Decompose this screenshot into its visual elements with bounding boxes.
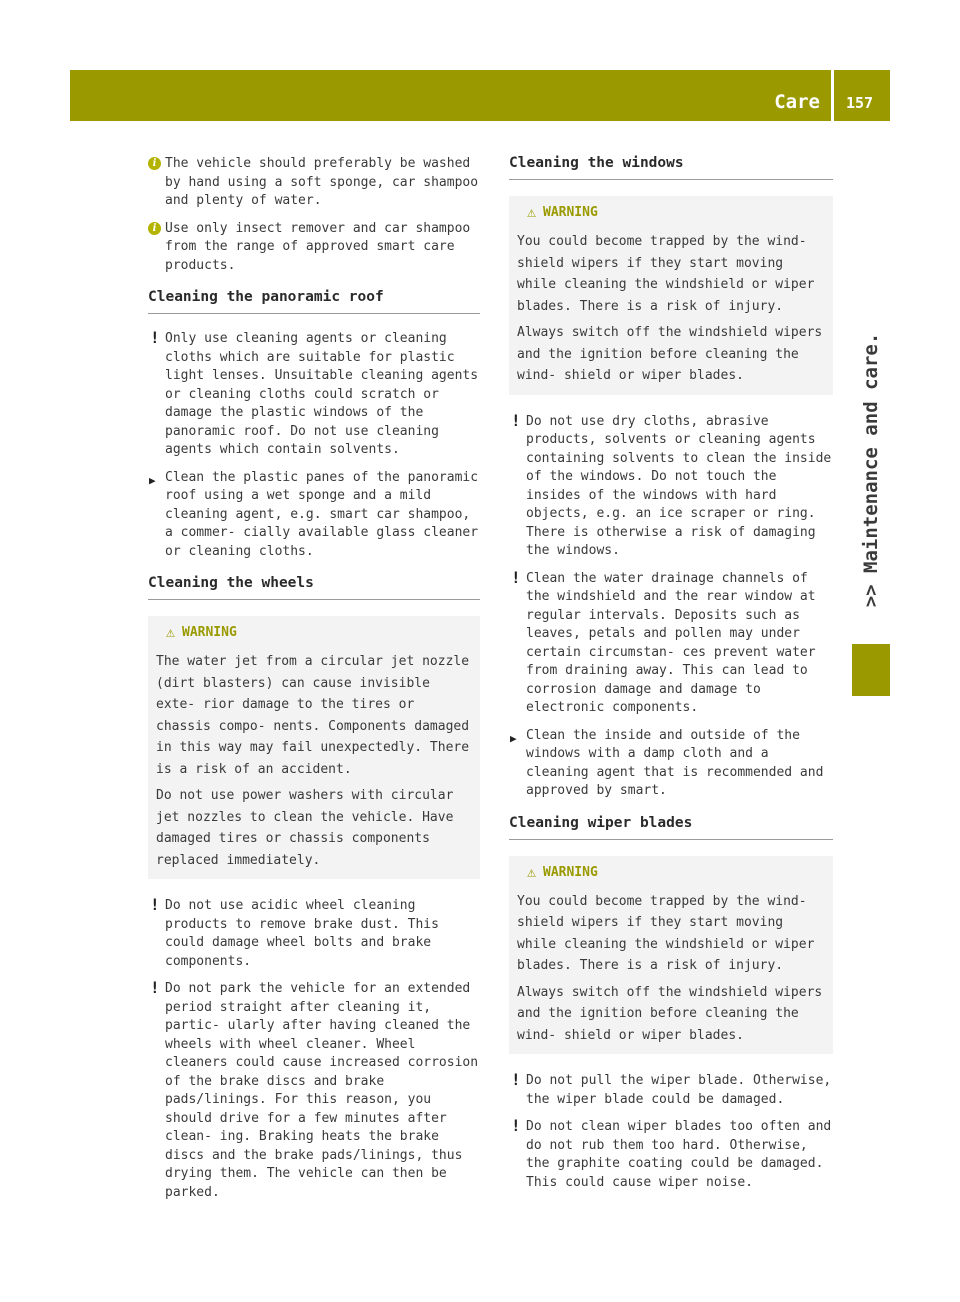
- info-note-text: The vehicle should preferably be washed by hand using a soft sponge, car shampoo and plenty of water.: [165, 156, 479, 208]
- warning-box: [148, 616, 480, 879]
- left-column: [148, 155, 480, 1211]
- warning-label: WARNING: [543, 205, 598, 220]
- exclamation-icon: !: [511, 567, 521, 587]
- caution-note: [509, 410, 833, 561]
- caution-note-text: Do not pull the wiper blade. Otherwise, the wiper blade could be damaged.: [526, 1073, 832, 1107]
- warning-text: Always switch off the windshield wipers and the ignition before cleaning the wind- shield or wiper blades.: [517, 325, 823, 383]
- section-title-panoramic-roof: Cleaning the panoramic roof: [148, 289, 480, 314]
- warning-text: You could become trapped by the wind- shield wipers if they start moving while cleaning the windshield or wiper blades. There is a risk of injury.: [517, 893, 815, 973]
- warning-triangle-icon: ⚠: [527, 862, 537, 881]
- caution-note: [509, 567, 833, 718]
- info-note-text: Use only insect remover and car shampoo from the range of approved smart care products.: [165, 220, 471, 273]
- warning-text: The water jet from a circular jet nozzle (dirt blasters) can cause invisible exte- rior damage to the tires or chassis compo- nents. Components damaged in this way may fail unexpectedly. There is a risk of an accident.: [156, 654, 470, 777]
- caution-note: [509, 1072, 833, 1109]
- instruction-step: [509, 727, 833, 801]
- warning-box: [509, 856, 833, 1055]
- caution-note-text: Do not use dry cloths, abrasive products, solvents or cleaning agents containing solvents to clean the inside of the windows. Do not touch the insides of the windows with hard objects, e.g. an ice scraper or ring. There is otherwise a risk of damaging the windows.: [526, 413, 832, 558]
- exclamation-icon: !: [150, 895, 160, 914]
- side-section-label: >> Maintenance and care.: [860, 332, 882, 608]
- warning-label: WARNING: [182, 625, 237, 640]
- page-number: 157: [846, 94, 874, 112]
- caution-note: [148, 330, 480, 460]
- warning-label: WARNING: [543, 864, 598, 880]
- section-title-windows: Cleaning the windows: [509, 155, 833, 180]
- arrow-right-icon: ▶: [149, 473, 156, 487]
- warning-text: Always switch off the windshield wipers and the ignition before cleaning the wind- shield or wiper blades.: [517, 984, 823, 1043]
- exclamation-icon: !: [511, 1070, 521, 1089]
- instruction-step: [148, 469, 480, 562]
- exclamation-icon: !: [511, 1116, 521, 1135]
- warning-text: Do not use power washers with circular jet nozzles to clean the vehicle. Have damaged tires or chassis components replaced immediately.: [156, 788, 454, 868]
- caution-note-text: Do not park the vehicle for an extended period straight after cleaning it, partic- ularly after having cleaned the wheels with wheel cleaner. Wheel cleaners could cause increased corrosion of the brake discs and brake pads/linings. For this reason, you should drive for a few minutes after clean- ing. Braking heats the brake discs and the brake pads/linings, thus drying them. The vehicle can then be parked.: [165, 981, 479, 1200]
- caution-note-text: Clean the water drainage channels of the windshield and the rear window at regular intervals. Deposits such as leaves, petals and pollen may under certain circumstan- ces prevent water from draining away. This can lead to corrosion damage and damage to electronic components.: [526, 570, 816, 715]
- warning-heading: [156, 625, 472, 641]
- instruction-step-text: Clean the plastic panes of the panoramic roof using a wet sponge and a mild cleaning agent, e.g. smart car shampoo, a commer- cially available glass cleaner or cleaning cloths.: [165, 469, 479, 559]
- side-tab-marker: [852, 644, 890, 696]
- caution-note-text: Do not use acidic wheel cleaning products to remove brake dust. This could damage wheel bolts and brake components.: [165, 898, 439, 969]
- arrow-right-icon: ▶: [510, 731, 517, 745]
- info-icon: i: [148, 157, 161, 170]
- warning-text: You could become trapped by the wind- shield wipers if they start moving while cleaning the windshield or wiper blades. There is a risk of injury.: [517, 234, 815, 314]
- warning-heading: [517, 862, 825, 881]
- section-title-wheels: Cleaning the wheels: [148, 575, 480, 600]
- exclamation-icon: !: [150, 978, 160, 997]
- exclamation-icon: !: [150, 328, 160, 347]
- instruction-step-text: Clean the inside and outside of the windows with a damp cloth and a cleaning agent that is recommended and approved by smart.: [526, 727, 824, 798]
- info-note: [148, 220, 480, 276]
- warning-triangle-icon: ⚠: [527, 203, 537, 221]
- warning-heading: [517, 205, 825, 221]
- right-column: [509, 155, 833, 1201]
- warning-box: [509, 196, 833, 395]
- chapter-title: Care: [774, 91, 820, 113]
- header-bar: [70, 70, 890, 121]
- exclamation-icon: !: [511, 410, 521, 430]
- caution-note-text: Only use cleaning agents or cleaning cloths which are suitable for plastic light lenses. Unsuitable cleaning agents or cleaning cloths could scratch or damage the plastic windows of the panoramic roof. Do not use cleaning agents which contain solvents.: [165, 331, 479, 457]
- header-separator: [831, 70, 834, 121]
- info-note: [148, 155, 480, 211]
- section-title-wiper-blades: Cleaning wiper blades: [509, 815, 833, 840]
- info-icon: i: [148, 222, 161, 235]
- caution-note: [148, 897, 480, 971]
- warning-triangle-icon: ⚠: [166, 623, 176, 641]
- caution-note: [148, 980, 480, 1202]
- caution-note-text: Do not clean wiper blades too often and do not rub them too hard. Otherwise, the graphite coating could be damaged. This could cause wiper noise.: [526, 1119, 832, 1190]
- caution-note: [509, 1118, 833, 1192]
